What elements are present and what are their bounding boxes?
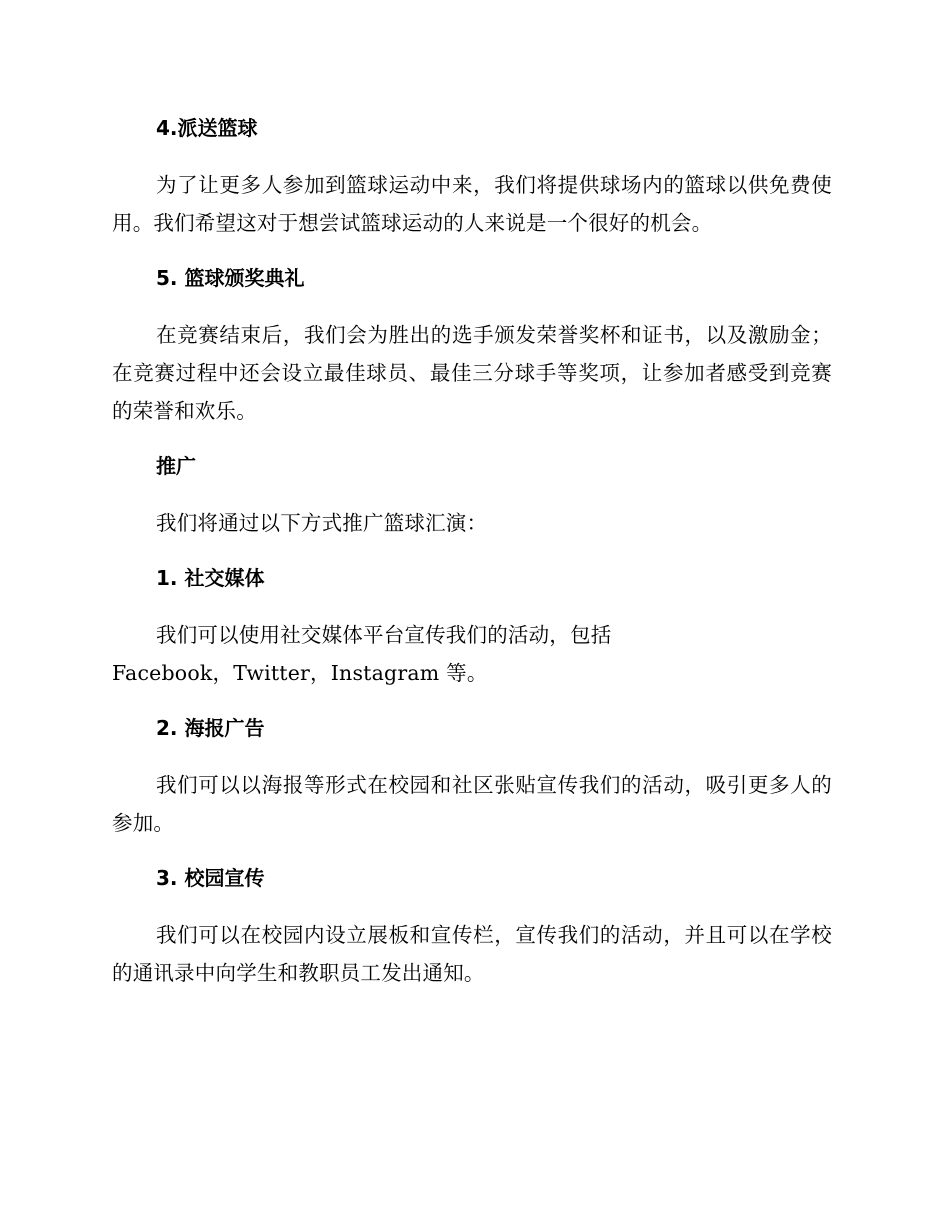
section-heading-social-media: 1. 社交媒体 bbox=[156, 566, 265, 590]
section-paragraph-poster-ads: 我们可以以海报等形式在校园和社区张贴宣传我们的活动，吸引更多人的参加。 bbox=[112, 773, 832, 835]
section-heading-poster-ads: 2. 海报广告 bbox=[156, 716, 265, 740]
section-heading-campus-promotion: 3. 校园宣传 bbox=[156, 866, 265, 890]
section-paragraph-social-media bbox=[112, 616, 832, 692]
section-paragraph-promotion: 我们将通过以下方式推广篮球汇演： bbox=[156, 511, 488, 535]
section-heading-promotion: 推广 bbox=[156, 454, 196, 478]
section-heading-awards-ceremony: 5. 篮球颁奖典礼 bbox=[156, 266, 305, 290]
social-media-line-2: Facebook，Twitter，Instagram 等。 bbox=[112, 661, 488, 685]
social-media-line-1: 我们可以使用社交媒体平台宣传我们的活动，包括 bbox=[156, 623, 612, 647]
document-body bbox=[112, 112, 832, 992]
section-paragraph-dispatch-basketball: 为了让更多人参加到篮球运动中来，我们将提供球场内的篮球以供免费使用。我们希望这对于想尝试篮球运动的人来说是一个很好的机会。 bbox=[112, 173, 832, 235]
section-paragraph-campus-promotion: 我们可以在校园内设立展板和宣传栏，宣传我们的活动，并且可以在学校的通讯录中向学生和教职员工发出通知。 bbox=[112, 923, 832, 985]
section-heading-dispatch-basketball: 4.派送篮球 bbox=[156, 116, 258, 140]
section-paragraph-awards-ceremony: 在竞赛结束后，我们会为胜出的选手颁发荣誉奖杯和证书，以及激励金；在竞赛过程中还会设立最佳球员、最佳三分球手等奖项，让参加者感受到竞赛的荣誉和欢乐。 bbox=[112, 323, 832, 423]
